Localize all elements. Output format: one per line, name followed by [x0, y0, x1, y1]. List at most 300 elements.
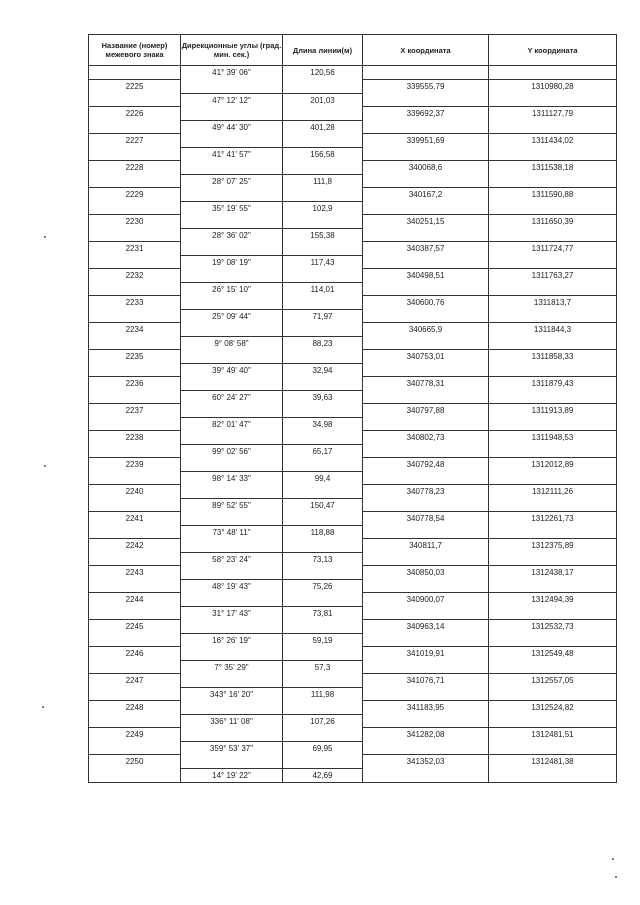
empty-cell — [181, 377, 283, 391]
empty-cell — [181, 512, 283, 526]
empty-cell — [89, 336, 181, 350]
empty-cell — [489, 93, 617, 107]
y-coordinate: 1311913,89 — [489, 404, 617, 418]
x-coordinate: 340778,54 — [363, 512, 489, 526]
empty-cell — [283, 593, 363, 607]
empty-cell — [283, 80, 363, 94]
segment-row — [89, 66, 617, 80]
empty-cell — [489, 741, 617, 755]
line-length: 99,4 — [283, 471, 363, 485]
x-coordinate: 340600,76 — [363, 296, 489, 310]
y-coordinate: 1311879,43 — [489, 377, 617, 391]
empty-cell — [181, 701, 283, 715]
x-coordinate: 340498,51 — [363, 269, 489, 283]
y-coordinate: 1312261,73 — [489, 512, 617, 526]
line-length: 88,23 — [283, 336, 363, 350]
direction-angle: 39° 49' 40" — [181, 363, 283, 377]
x-coordinate: 341352,03 — [363, 755, 489, 769]
segment-row — [89, 417, 617, 431]
segment-row — [89, 228, 617, 242]
x-coordinate: 340963,14 — [363, 620, 489, 634]
point-row — [89, 350, 617, 364]
direction-angle: 359° 53' 37" — [181, 741, 283, 755]
segment-row — [89, 633, 617, 647]
y-coordinate: 1312438,17 — [489, 566, 617, 580]
empty-cell — [89, 633, 181, 647]
empty-cell — [89, 390, 181, 404]
empty-cell — [181, 134, 283, 148]
point-row — [89, 431, 617, 445]
empty-cell — [489, 525, 617, 539]
line-length: 150,47 — [283, 498, 363, 512]
line-length: 69,95 — [283, 741, 363, 755]
empty-cell — [363, 228, 489, 242]
empty-cell — [181, 350, 283, 364]
y-coordinate: 1312532,73 — [489, 620, 617, 634]
direction-angle: 9° 08' 58" — [181, 336, 283, 350]
line-length: 42,69 — [283, 768, 363, 782]
empty-cell — [283, 485, 363, 499]
empty-cell — [283, 647, 363, 661]
point-name: 2249 — [89, 728, 181, 742]
point-row — [89, 188, 617, 202]
point-row — [89, 701, 617, 715]
x-coordinate: 341282,08 — [363, 728, 489, 742]
line-length: 201,03 — [283, 93, 363, 107]
line-length: 120,56 — [283, 66, 363, 80]
point-name: 2239 — [89, 458, 181, 472]
empty-cell — [89, 174, 181, 188]
empty-cell — [363, 660, 489, 674]
direction-angle: 47° 12' 12" — [181, 93, 283, 107]
empty-cell — [489, 444, 617, 458]
empty-cell — [363, 741, 489, 755]
point-row — [89, 134, 617, 148]
empty-cell — [363, 525, 489, 539]
boundary-coordinates-table — [88, 34, 617, 783]
point-row — [89, 80, 617, 94]
empty-cell — [181, 215, 283, 229]
direction-angle: 14° 19' 22" — [181, 768, 283, 782]
point-row — [89, 161, 617, 175]
point-row — [89, 323, 617, 337]
point-row — [89, 269, 617, 283]
x-coordinate: 340068,6 — [363, 161, 489, 175]
line-length: 75,26 — [283, 579, 363, 593]
x-coordinate: 339555,79 — [363, 80, 489, 94]
segment-row — [89, 714, 617, 728]
point-name: 2230 — [89, 215, 181, 229]
point-name: 2227 — [89, 134, 181, 148]
empty-cell — [363, 336, 489, 350]
y-coordinate: 1312375,89 — [489, 539, 617, 553]
table-header-row — [89, 35, 617, 66]
empty-cell — [283, 620, 363, 634]
empty-cell — [89, 93, 181, 107]
line-length: 401,28 — [283, 120, 363, 134]
point-row — [89, 728, 617, 742]
direction-angle: 98° 14' 33" — [181, 471, 283, 485]
empty-cell — [181, 593, 283, 607]
empty-cell — [181, 647, 283, 661]
point-name: 2233 — [89, 296, 181, 310]
direction-angle: 41° 39' 06" — [181, 66, 283, 80]
direction-angle: 16° 26' 19" — [181, 633, 283, 647]
empty-cell — [489, 255, 617, 269]
direction-angle: 28° 36' 02" — [181, 228, 283, 242]
empty-cell — [283, 107, 363, 121]
empty-cell — [89, 498, 181, 512]
x-coordinate: 340665,9 — [363, 323, 489, 337]
empty-cell — [181, 539, 283, 553]
empty-cell — [283, 512, 363, 526]
empty-cell — [283, 377, 363, 391]
empty-cell — [363, 174, 489, 188]
point-name: 2244 — [89, 593, 181, 607]
x-coordinate: 341076,71 — [363, 674, 489, 688]
empty-cell — [363, 201, 489, 215]
y-coordinate: 1312494,39 — [489, 593, 617, 607]
line-length: 155,38 — [283, 228, 363, 242]
point-row — [89, 755, 617, 769]
x-coordinate: 340850,03 — [363, 566, 489, 580]
empty-cell — [89, 201, 181, 215]
empty-cell — [283, 188, 363, 202]
empty-cell — [89, 147, 181, 161]
segment-row — [89, 660, 617, 674]
segment-row — [89, 336, 617, 350]
y-coordinate: 1312481,38 — [489, 755, 617, 769]
line-length: 57,3 — [283, 660, 363, 674]
segment-row — [89, 363, 617, 377]
header-x-coordinate: X координата — [363, 35, 489, 66]
empty-cell — [89, 120, 181, 134]
empty-cell — [363, 255, 489, 269]
empty-cell — [89, 309, 181, 323]
empty-cell — [489, 201, 617, 215]
empty-cell — [363, 309, 489, 323]
x-coordinate: 340778,23 — [363, 485, 489, 499]
direction-angle: 89° 52' 55" — [181, 498, 283, 512]
line-length: 65,17 — [283, 444, 363, 458]
empty-cell — [489, 633, 617, 647]
line-length: 59,19 — [283, 633, 363, 647]
empty-cell — [283, 404, 363, 418]
empty-cell — [181, 431, 283, 445]
point-row — [89, 512, 617, 526]
empty-cell — [489, 309, 617, 323]
empty-cell — [181, 296, 283, 310]
point-row — [89, 242, 617, 256]
point-name: 2228 — [89, 161, 181, 175]
empty-cell — [181, 728, 283, 742]
empty-cell — [181, 323, 283, 337]
empty-cell — [181, 404, 283, 418]
segment-row — [89, 120, 617, 134]
empty-cell — [489, 147, 617, 161]
direction-angle: 41° 41' 57" — [181, 147, 283, 161]
x-coordinate: 339951,69 — [363, 134, 489, 148]
empty-cell — [181, 80, 283, 94]
empty-cell — [283, 242, 363, 256]
line-length: 102,9 — [283, 201, 363, 215]
point-name: 2241 — [89, 512, 181, 526]
direction-angle: 82° 01' 47" — [181, 417, 283, 431]
point-name: 2229 — [89, 188, 181, 202]
line-length: 111,98 — [283, 687, 363, 701]
point-name: 2226 — [89, 107, 181, 121]
point-name: 2250 — [89, 755, 181, 769]
empty-cell — [89, 282, 181, 296]
line-length: 107,26 — [283, 714, 363, 728]
point-name: 2225 — [89, 80, 181, 94]
x-coordinate: 340900,07 — [363, 593, 489, 607]
y-coordinate: 1311127,79 — [489, 107, 617, 121]
empty-cell — [89, 255, 181, 269]
empty-cell — [283, 161, 363, 175]
y-coordinate: 1311590,88 — [489, 188, 617, 202]
empty-cell — [283, 350, 363, 364]
empty-cell — [283, 269, 363, 283]
direction-angle: 7° 35' 29" — [181, 660, 283, 674]
empty-cell — [283, 458, 363, 472]
empty-cell — [489, 579, 617, 593]
empty-cell — [89, 768, 181, 782]
empty-cell — [489, 66, 617, 80]
empty-cell — [181, 566, 283, 580]
empty-cell — [363, 552, 489, 566]
segment-row — [89, 93, 617, 107]
direction-angle: 336° 11' 08" — [181, 714, 283, 728]
empty-cell — [363, 606, 489, 620]
empty-cell — [489, 282, 617, 296]
point-name: 2242 — [89, 539, 181, 553]
x-coordinate: 340802,73 — [363, 431, 489, 445]
empty-cell — [363, 363, 489, 377]
empty-cell — [489, 417, 617, 431]
empty-cell — [89, 714, 181, 728]
line-length: 114,01 — [283, 282, 363, 296]
y-coordinate: 1311650,39 — [489, 215, 617, 229]
line-length: 34,98 — [283, 417, 363, 431]
empty-cell — [489, 606, 617, 620]
line-length: 73,13 — [283, 552, 363, 566]
point-row — [89, 404, 617, 418]
empty-cell — [89, 552, 181, 566]
point-row — [89, 647, 617, 661]
empty-cell — [363, 444, 489, 458]
empty-cell — [283, 674, 363, 688]
header-point-name: Название (номер) межевого знака — [89, 35, 181, 66]
segment-row — [89, 471, 617, 485]
empty-cell — [363, 93, 489, 107]
empty-cell — [489, 228, 617, 242]
y-coordinate: 1311844,3 — [489, 323, 617, 337]
point-name: 2236 — [89, 377, 181, 391]
empty-cell — [489, 363, 617, 377]
y-coordinate: 1312481,51 — [489, 728, 617, 742]
x-coordinate: 340167,2 — [363, 188, 489, 202]
table-body — [89, 66, 617, 783]
empty-cell — [489, 687, 617, 701]
y-coordinate: 1312111,26 — [489, 485, 617, 499]
empty-cell — [89, 660, 181, 674]
y-coordinate: 1312557,05 — [489, 674, 617, 688]
direction-angle: 28° 07' 25" — [181, 174, 283, 188]
line-length: 32,94 — [283, 363, 363, 377]
segment-row — [89, 579, 617, 593]
empty-cell — [283, 539, 363, 553]
empty-cell — [181, 674, 283, 688]
empty-cell — [489, 714, 617, 728]
empty-cell — [363, 390, 489, 404]
empty-cell — [489, 390, 617, 404]
point-row — [89, 593, 617, 607]
segment-row — [89, 552, 617, 566]
direction-angle: 73° 48' 11" — [181, 525, 283, 539]
x-coordinate: 340797,88 — [363, 404, 489, 418]
empty-cell — [283, 296, 363, 310]
point-name: 2231 — [89, 242, 181, 256]
empty-cell — [89, 525, 181, 539]
segment-row — [89, 201, 617, 215]
direction-angle: 35° 19' 55" — [181, 201, 283, 215]
empty-cell — [181, 755, 283, 769]
direction-angle: 99° 02' 56" — [181, 444, 283, 458]
y-coordinate: 1312012,89 — [489, 458, 617, 472]
empty-cell — [489, 336, 617, 350]
y-coordinate: 1311948,53 — [489, 431, 617, 445]
point-name: 2237 — [89, 404, 181, 418]
point-name: 2232 — [89, 269, 181, 283]
point-row — [89, 296, 617, 310]
empty-cell — [363, 768, 489, 782]
point-name: 2246 — [89, 647, 181, 661]
empty-cell — [181, 485, 283, 499]
y-coordinate: 1311724,77 — [489, 242, 617, 256]
empty-cell — [89, 687, 181, 701]
segment-row — [89, 498, 617, 512]
point-row — [89, 539, 617, 553]
segment-row — [89, 525, 617, 539]
empty-cell — [181, 458, 283, 472]
empty-cell — [363, 417, 489, 431]
empty-cell — [489, 174, 617, 188]
empty-cell — [283, 431, 363, 445]
empty-cell — [89, 471, 181, 485]
scan-speck — [615, 876, 617, 878]
point-name: 2247 — [89, 674, 181, 688]
point-name: 2238 — [89, 431, 181, 445]
empty-cell — [363, 579, 489, 593]
empty-cell — [363, 120, 489, 134]
empty-cell — [283, 566, 363, 580]
scan-speck — [44, 465, 46, 467]
empty-cell — [363, 282, 489, 296]
segment-row — [89, 741, 617, 755]
empty-cell — [363, 687, 489, 701]
point-row — [89, 485, 617, 499]
direction-angle: 25° 09' 44" — [181, 309, 283, 323]
empty-cell — [489, 498, 617, 512]
point-row — [89, 566, 617, 580]
x-coordinate: 341183,95 — [363, 701, 489, 715]
point-row — [89, 458, 617, 472]
empty-cell — [89, 363, 181, 377]
x-coordinate: 340753,01 — [363, 350, 489, 364]
header-line-length: Длина линии(м) — [283, 35, 363, 66]
segment-row — [89, 255, 617, 269]
y-coordinate: 1312549,48 — [489, 647, 617, 661]
segment-row — [89, 309, 617, 323]
scan-speck — [44, 236, 46, 238]
empty-cell — [363, 498, 489, 512]
scan-speck — [612, 858, 614, 860]
direction-angle: 343° 16' 20" — [181, 687, 283, 701]
line-length: 73,81 — [283, 606, 363, 620]
direction-angle: 49° 44' 30" — [181, 120, 283, 134]
empty-cell — [181, 269, 283, 283]
direction-angle: 31° 17' 43" — [181, 606, 283, 620]
line-length: 117,43 — [283, 255, 363, 269]
segment-row — [89, 444, 617, 458]
segment-row — [89, 687, 617, 701]
empty-cell — [363, 633, 489, 647]
empty-cell — [489, 120, 617, 134]
empty-cell — [181, 107, 283, 121]
line-length: 39,63 — [283, 390, 363, 404]
empty-cell — [89, 417, 181, 431]
segment-row — [89, 768, 617, 782]
y-coordinate: 1312524,82 — [489, 701, 617, 715]
segment-row — [89, 390, 617, 404]
y-coordinate: 1311434,02 — [489, 134, 617, 148]
point-name: 2234 — [89, 323, 181, 337]
empty-cell — [181, 242, 283, 256]
x-coordinate: 341019,91 — [363, 647, 489, 661]
point-name: 2248 — [89, 701, 181, 715]
empty-cell — [363, 471, 489, 485]
y-coordinate: 1311763,27 — [489, 269, 617, 283]
empty-cell — [489, 660, 617, 674]
header-y-coordinate: Y координата — [489, 35, 617, 66]
empty-cell — [89, 741, 181, 755]
direction-angle: 19° 08' 19" — [181, 255, 283, 269]
direction-angle: 26° 15' 10" — [181, 282, 283, 296]
empty-cell — [489, 768, 617, 782]
empty-cell — [181, 188, 283, 202]
empty-cell — [283, 755, 363, 769]
x-coordinate: 340778,31 — [363, 377, 489, 391]
point-name: 2235 — [89, 350, 181, 364]
x-coordinate: 340811,7 — [363, 539, 489, 553]
empty-cell — [181, 620, 283, 634]
segment-row — [89, 606, 617, 620]
empty-cell — [89, 228, 181, 242]
empty-cell — [283, 215, 363, 229]
x-coordinate: 340387,57 — [363, 242, 489, 256]
y-coordinate: 1311813,7 — [489, 296, 617, 310]
empty-cell — [89, 579, 181, 593]
empty-cell — [489, 552, 617, 566]
scan-speck — [42, 706, 44, 708]
point-row — [89, 215, 617, 229]
line-length: 118,88 — [283, 525, 363, 539]
point-row — [89, 377, 617, 391]
point-row — [89, 620, 617, 634]
y-coordinate: 1310980,28 — [489, 80, 617, 94]
empty-cell — [283, 134, 363, 148]
